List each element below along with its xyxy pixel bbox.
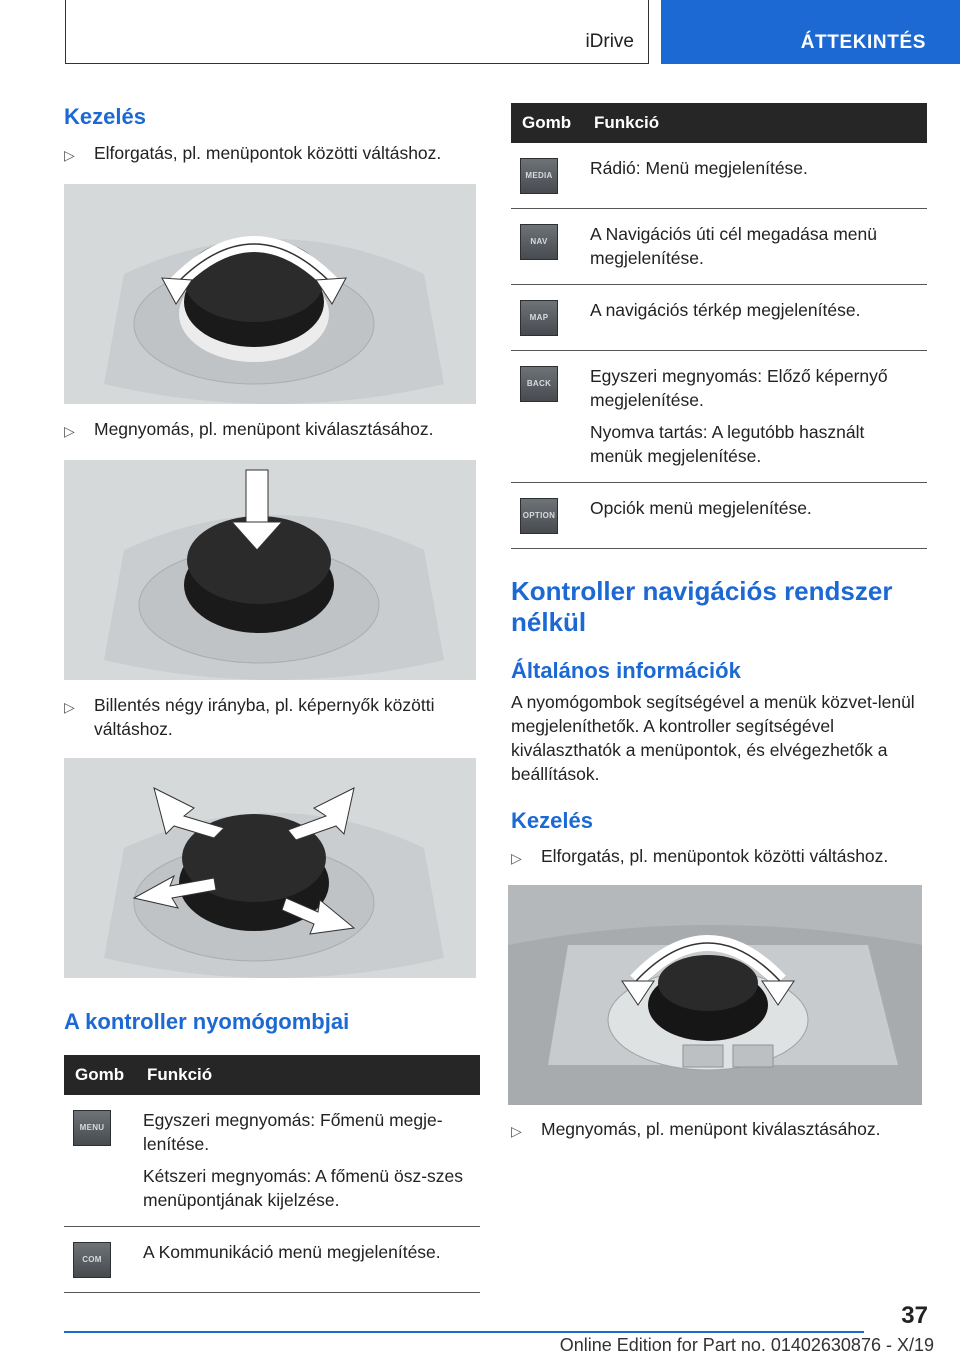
bullet-item bbox=[511, 1117, 927, 1143]
controller-rotate-illustration bbox=[64, 184, 476, 404]
footer-edition: Online Edition for Part no. 01402630876 - X/19 bbox=[559, 1335, 934, 1355]
controller-tilt-illustration bbox=[64, 758, 476, 978]
menu-button-icon: MENU bbox=[73, 1110, 111, 1146]
header-section-tab bbox=[661, 0, 960, 64]
table-row bbox=[64, 1227, 480, 1293]
function-text: Kétszeri megnyomás: A főmenü ösz-szes menüpontjának kijelzése. bbox=[143, 1166, 463, 1210]
nav-button-icon: NAV bbox=[520, 224, 558, 260]
right-column bbox=[511, 100, 927, 1143]
function-text: A navigációs térkép megjelenítése. bbox=[590, 300, 861, 320]
table-header-button: Gomb bbox=[64, 1055, 143, 1095]
triangle-bullet-icon: ▷ bbox=[511, 850, 522, 866]
bullet-text: Billentés négy irányba, pl. képernyők közötti váltáshoz. bbox=[94, 695, 435, 739]
option-button-icon: OPTION bbox=[520, 498, 558, 534]
table-row bbox=[511, 209, 927, 285]
table-row bbox=[511, 285, 927, 351]
function-text: Rádió: Menü megjelenítése. bbox=[590, 158, 808, 178]
bullet-item bbox=[64, 417, 480, 443]
com-button-icon: COM bbox=[73, 1242, 111, 1278]
table-header-function: Funkció bbox=[143, 1055, 480, 1095]
table-header-row bbox=[511, 103, 927, 143]
page-number: 37 bbox=[901, 1302, 928, 1329]
bullet-text: Megnyomás, pl. menüpont kiválasztásához. bbox=[541, 1119, 881, 1139]
map-button-icon: MAP bbox=[520, 300, 558, 336]
table-row bbox=[511, 351, 927, 483]
header-chapter-label: iDrive bbox=[585, 31, 634, 52]
triangle-bullet-icon: ▷ bbox=[64, 699, 75, 715]
bullet-text: Elforgatás, pl. menüpontok közötti váltáshoz. bbox=[541, 846, 889, 866]
function-text: A Kommunikáció menü megjelenítése. bbox=[143, 1242, 441, 1262]
left-column bbox=[64, 100, 480, 1293]
function-text: Opciók menü megjelenítése. bbox=[590, 498, 812, 518]
bullet-item bbox=[511, 844, 927, 870]
function-text: Egyszeri megnyomás: Főmenü megje-lenítése. bbox=[143, 1110, 443, 1154]
table-header-function: Funkció bbox=[590, 103, 927, 143]
triangle-bullet-icon: ▷ bbox=[64, 423, 75, 439]
bullet-text: Megnyomás, pl. menüpont kiválasztásához. bbox=[94, 419, 434, 439]
media-button-icon: MEDIA bbox=[520, 158, 558, 194]
function-text: Egyszeri megnyomás: Előző képernyő megjelenítése. bbox=[590, 366, 888, 410]
section-heading-kezeles: Kezelés bbox=[64, 104, 146, 129]
triangle-bullet-icon: ▷ bbox=[64, 147, 75, 163]
header-section-label: ÁTTEKINTÉS bbox=[800, 32, 926, 53]
back-button-icon: BACK bbox=[520, 366, 558, 402]
intro-paragraph: A nyomógombok segítségével a menük közvet-lenül megjeleníthetők. A kontroller segítségével kiválaszthatók a menüpontok, és elvégezhetők a beállítások. bbox=[511, 692, 915, 784]
footer-divider bbox=[64, 1331, 864, 1333]
header-chapter-box bbox=[65, 0, 649, 64]
chapter-title: Kontroller navigációs rendszer nélkül bbox=[511, 576, 893, 637]
bullet-item bbox=[64, 141, 480, 167]
controller-rotate-illustration-2 bbox=[508, 885, 922, 1105]
subheading-general-info: Általános információk bbox=[511, 658, 741, 683]
controller-press-illustration bbox=[64, 460, 476, 680]
bullet-text: Elforgatás, pl. menüpontok közötti váltáshoz. bbox=[94, 143, 442, 163]
table-row bbox=[511, 483, 927, 549]
table-row bbox=[64, 1095, 480, 1227]
bullet-item bbox=[64, 693, 480, 741]
left-button-table bbox=[64, 1055, 480, 1293]
right-button-table bbox=[511, 103, 927, 549]
function-text: Nyomva tartás: A legutóbb használt menük megjelenítése. bbox=[590, 422, 865, 466]
triangle-bullet-icon: ▷ bbox=[511, 1123, 522, 1139]
table-header-row bbox=[64, 1055, 480, 1095]
section-heading-buttons: A kontroller nyomógombjai bbox=[64, 1009, 350, 1034]
function-text: A Navigációs úti cél megadása menü megjelenítése. bbox=[590, 224, 877, 268]
table-row bbox=[511, 143, 927, 209]
section-heading-kezeles-2: Kezelés bbox=[511, 808, 593, 833]
table-header-button: Gomb bbox=[511, 103, 590, 143]
